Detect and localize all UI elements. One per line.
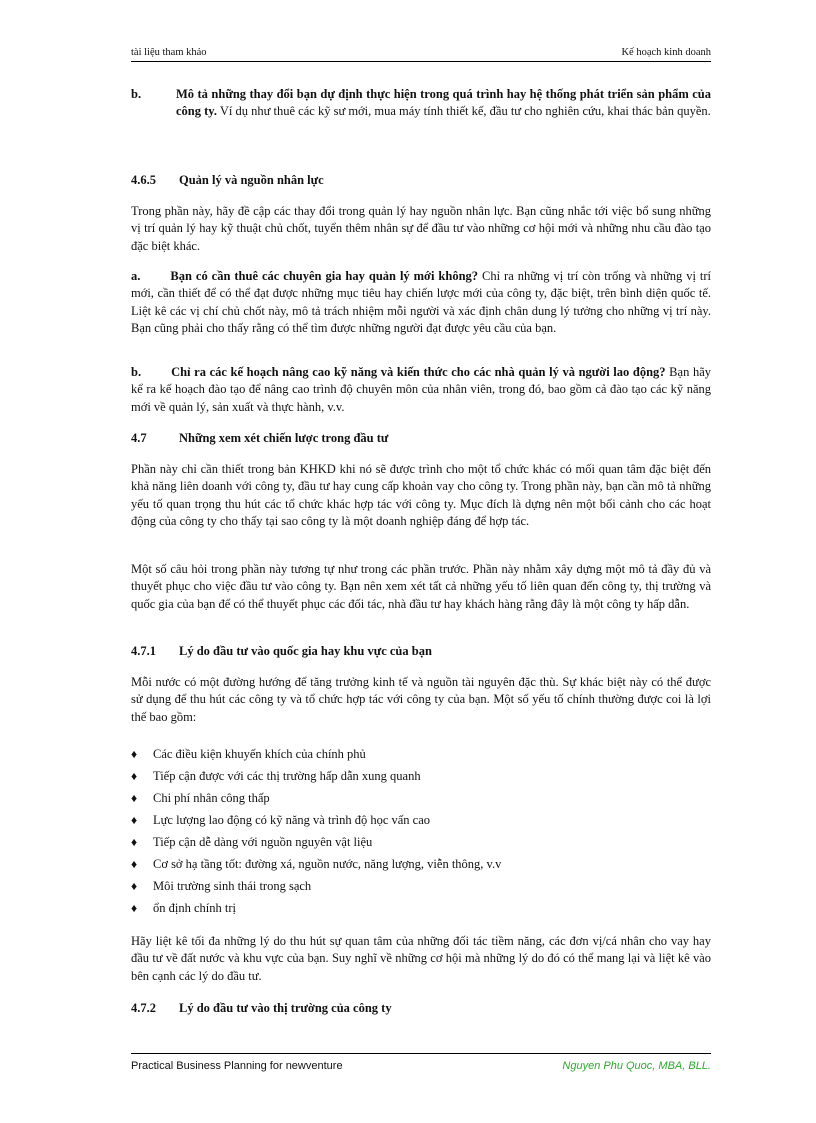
item-label: b. [131,365,142,379]
footer-author: Nguyen Phu Quoc, MBA, BLL. [562,1060,711,1072]
section-heading-4-7 [131,430,388,447]
diamond-bullet-icon: ♦ [131,835,138,849]
section-heading-4-7-2 [131,1000,392,1017]
header-right: Kế hoạch kinh doanh [621,47,711,58]
section-heading-4-7-1 [131,643,432,660]
list-item: ♦ Lực lượng lao động có kỹ năng và trình độ học vấn cao [131,813,431,827]
diamond-bullet-icon: ♦ [131,857,138,871]
item-label: b. [131,87,142,101]
list-item: ♦ Các điều kiện khuyến khích của chính phủ [131,747,366,761]
page-footer [131,1053,711,1072]
diamond-bullet-icon: ♦ [131,901,138,915]
list-item: ♦ Tiếp cận được với các thị trường hấp dẫn xung quanh [131,769,421,783]
list-item: ♦ ổn định chính trị [131,901,236,915]
diamond-bullet-icon: ♦ [131,879,138,893]
section-heading-4-6-5 [131,172,324,189]
section-title: Những xem xét chiến lược trong đầu tư [179,431,389,445]
diamond-bullet-icon: ♦ [131,791,138,805]
paragraph-list-reasons: Hãy liệt kê tối đa những lý do thu hút sự quan tâm của những đối tác tiềm năng, các đơn vị/cá nhân cho vay hay đầu tư về đất nước và khu vực của bạn. Suy nghĩ về những cơ hội mà những lý do đó có thể mang lại và liệt kê vào bên cạnh các lý do đầu tư. [131,934,711,983]
section-number: 4.7.2 [131,1001,156,1015]
item-b-product [131,86,711,121]
section-title: Lý do đầu tư vào quốc gia hay khu vực của bạn [179,644,432,658]
header-left: tài liệu tham khảo [131,47,207,58]
item-bold-text: Mô tả những thay đổi bạn dự định thực hiện trong quá trình hay hệ thống phát triển sản phẩm của công ty. [176,87,711,119]
diamond-bullet-icon: ♦ [131,769,138,783]
section-title: Lý do đầu tư vào thị trường của công ty [179,1001,392,1015]
item-label: a. [131,269,141,283]
item-bold-text: Bạn có cần thuê các chuyên gia hay quản lý mới không? [170,269,479,283]
list-item: ♦ Cơ sở hạ tầng tốt: đường xá, nguồn nước, năng lượng, viễn thông, v.v [131,857,502,871]
item-text: Ví dụ như thuê các kỹ sư mới, mua máy tính thiết kế, đầu tư cho nghiên cứu, khai thác bản quyền. [216,104,711,119]
paragraph-strategy-detail: Một số câu hỏi trong phần này tương tự như trong các phần trước. Phần này nhằm xây dựng một mô tả đầy đủ và thuyết phục cho việc đầu tư vào công ty. Bạn nên xem xét tất cả những yếu tố liên quan đến công ty, thị trường và quốc gia của bạn để có thể thuyết phục các đối tác, nhà đầu tư hay khách hàng rằng đây là một công ty hấp dẫn. [131,562,711,611]
advantages-list [131,746,711,922]
diamond-bullet-icon: ♦ [131,813,138,827]
list-item: ♦ Chi phí nhân công thấp [131,791,270,805]
page-header [131,47,711,62]
footer-left: Practical Business Planning for newventure [131,1060,343,1072]
item-bold-text: Chỉ ra các kế hoạch nâng cao kỹ năng và kiến thức cho các nhà quản lý và người lao động? [171,365,666,379]
item-b-training [131,364,711,416]
item-text: Chỉ ra những vị trí còn trống và những vị trí mới, cần thiết để có thể đạt được những mục tiêu hay chiến lược mới của công ty, đặc biệt, trên bình diện quốc tế. Liệt kê các vị chí chủ chốt này, mô tả trách nhiệm mỗi người và xác định chân dung lý tưởng cho những vị trí này. Bạn cũng phải cho thấy rằng có thể tìm được những người đạt được yêu cầu của bạn. [131,269,712,335]
paragraph-country-reasons: Mỗi nước có một đường hướng để tăng trưởng kinh tế và nguồn tài nguyên đặc thù. Sự khác biệt này có thể được sử dụng để thu hút các công ty và tổ chức hợp tác với công ty của bạn. Một số yếu tố chính thường được coi là lợi thế bao gồm: [131,675,711,724]
diamond-bullet-icon: ♦ [131,747,138,761]
item-text: Bạn hãy kể ra kế hoạch đào tạo để nâng cao trình độ chuyên môn của nhân viên, trong đó, bao gồm cả đào tạo các kỹ năng mới về quản lý, sản xuất và thực hành, v.v. [131,365,711,414]
paragraph-hr-intro: Trong phần này, hãy đề cập các thay đổi trong quản lý hay nguồn nhân lực. Bạn cũng nhắc tới việc bổ sung những vị trí quản lý hay kỹ thuật chủ chốt, tuyển thêm nhân sự để đầu tư vào những cơ hội mới và những nhu cầu đào tạo đặc biệt khác. [131,204,711,253]
section-title: Quản lý và nguồn nhân lực [179,173,324,187]
list-item: ♦ Môi trường sinh thái trong sạch [131,879,312,893]
section-number: 4.7 [131,431,147,445]
section-number: 4.7.1 [131,644,156,658]
paragraph-strategy-intro: Phần này chỉ cần thiết trong bản KHKD khi nó sẽ được trình cho một tổ chức khác có mối quan tâm đặc biệt đến khả năng liên doanh với công ty, đầu tư hay cung cấp khoản vay cho công ty. Trong phần này, bạn cần mô tả những yếu tố quan trọng thu hút các tổ chức khác hợp tác với công ty. Mục đích là dựng nên một bối cảnh cho các hoạt động của công ty cho thấy tại sao công ty là một doanh nghiệp đáng để hợp tác. [131,462,711,528]
section-number: 4.6.5 [131,173,156,187]
list-item: ♦ Tiếp cận dễ dàng với nguồn nguyên vật liệu [131,835,373,849]
item-a-experts [131,268,711,337]
